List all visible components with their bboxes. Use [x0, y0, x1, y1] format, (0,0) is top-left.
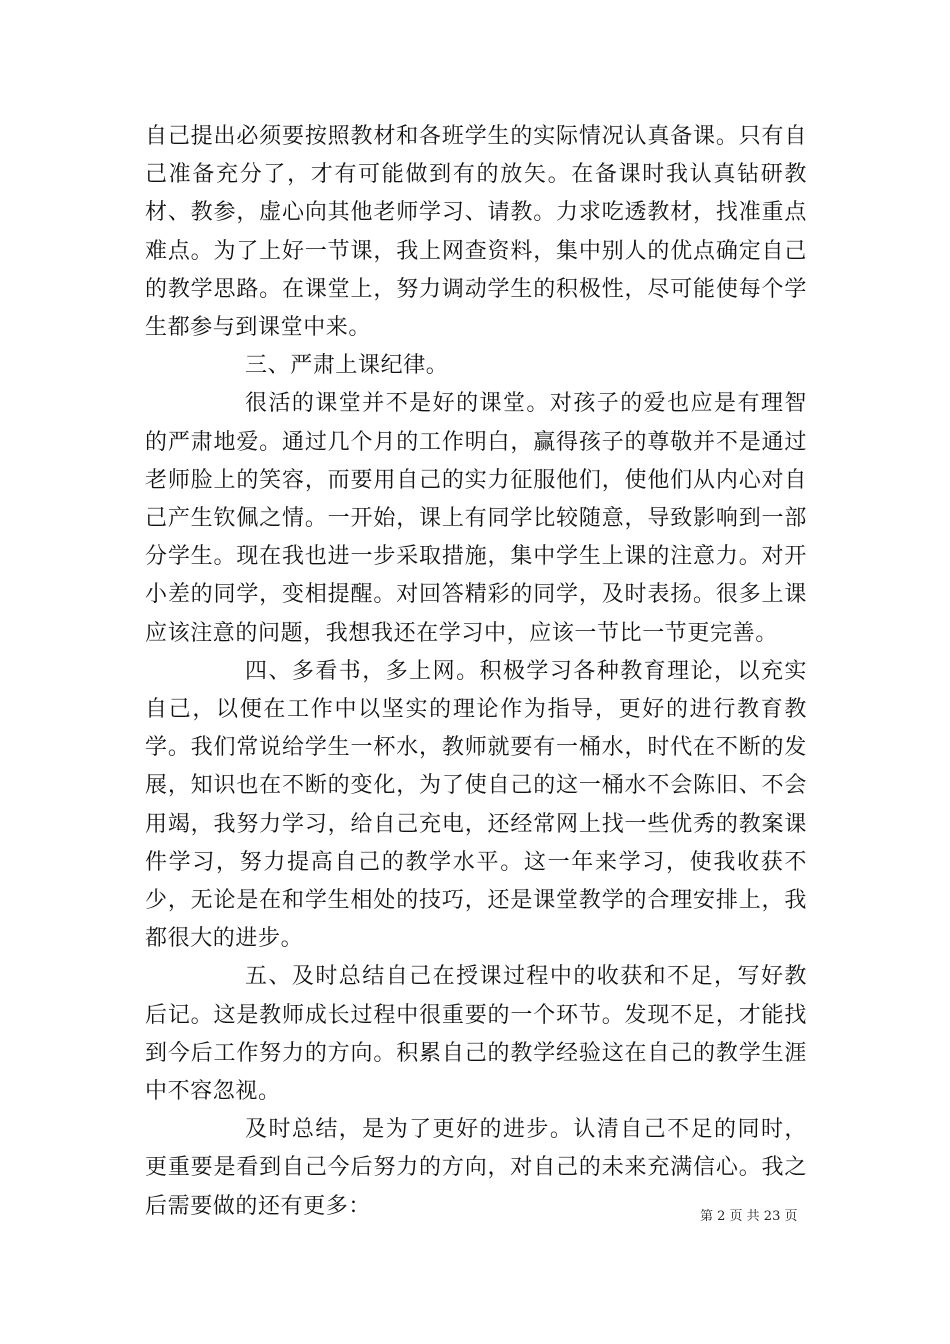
paragraph-classroom-discipline: 很活的课堂并不是好的课堂。对孩子的爱也应是有理智的严肃地爱。通过几个月的工作明白，赢得孩子的尊敬并不是通过老师脸上的笑容，而要用自己的实力征服他们，使他们从内心对自己产生钦佩之情。一开始，课上有同学比较随意，导致影响到一部分学生。现在我也进一步采取措施，集中学生上课的注意力。对开小差的同学，变相提醒。对回答精彩的同学，及时表扬。很多上课应该注意的问题，我想我还在学习中，应该一节比一节更完善。: [145, 391, 807, 646]
paragraph-reading-learning: 四、多看书，多上网。积极学习各种教育理论，以充实自己，以便在工作中以坚实的理论作为指导，更好的进行教育教学。我们常说给学生一杯水，教师就要有一桶水，时代在不断的发展，知识也在不断的变化，为了使自己的这一桶水不会陈旧、不会用竭，我努力学习，给自己充电，还经常网上找一些优秀的教案课件学习，努力提高自己的教学水平。这一年来学习，使我收获不少，无论是在和学生相处的技巧，还是课堂教学的合理安排上，我都很大的进步。: [145, 658, 807, 952]
paragraph-conclusion: 及时总结，是为了更好的进步。认清自己不足的同时，更重要是看到自己今后努力的方向，对自己的未来充满信心。我之后需要做的还有更多：: [145, 1117, 807, 1219]
paragraph-lesson-preparation: 自己提出必须要按照教材和各班学生的实际情况认真备课。只有自己准备充分了，才有可能做到有的放矢。在备课时我认真钻研教材、教参，虚心向其他老师学习、请教。力求吃透教材，找准重点难点。为了上好一节课，我上网查资料，集中别人的优点确定自己的教学思路。在课堂上，努力调动学生的积极性，尽可能使每个学生都参与到课堂中来。: [145, 124, 807, 341]
heading-classroom-discipline: 三、严肃上课纪律。: [245, 353, 449, 379]
paragraph-timely-summary: 五、及时总结自己在授课过程中的收获和不足，写好教后记。这是教师成长过程中很重要的一个环节。发现不足，才能找到今后工作努力的方向。积累自己的教学经验这在自己的教学生涯中不容忽视。: [145, 964, 807, 1105]
body-text: [145, 118, 807, 1226]
page-number: 第 2 页 共 23 页: [700, 1209, 798, 1224]
